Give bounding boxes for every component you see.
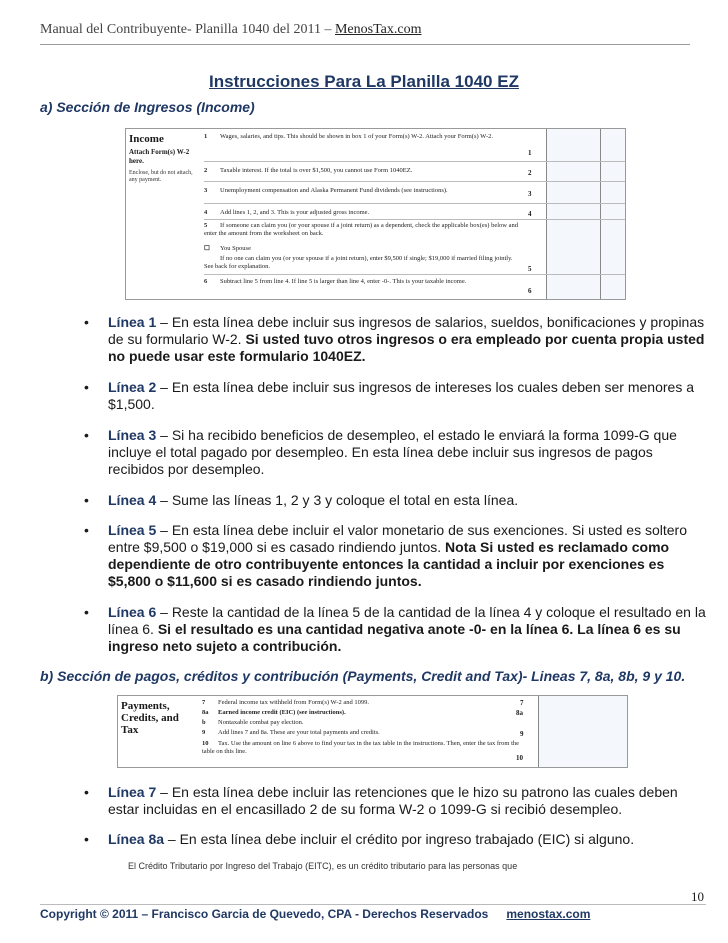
row-rule (204, 203, 625, 204)
row-rule (204, 219, 625, 220)
form-line: 3 Unemployment compensation and Alaska Permanent Fund dividends (see instructions). (204, 187, 448, 194)
payments-form-image (117, 695, 628, 768)
line-box-number: 4 (528, 210, 532, 218)
form-line: 8a Earned income credit (EIC) (see instructions). (202, 709, 346, 716)
form-section-title: Payments, Credits, and Tax (121, 700, 179, 736)
row-rule (204, 274, 625, 275)
list-item: • Línea 4 – Sume las líneas 1, 2 y 3 y coloque el total en esta línea. (84, 492, 519, 508)
list-item: • Línea 6 – Reste la cantidad de la línea 5 de la cantidad de la línea 4 y coloque el resultado en la línea 6. Si el resultado es una cantidad negativa anote -0- en la línea 6. La línea 6 es su ingreso neto sujeto a contribución. (84, 604, 706, 654)
footnote-text: El Crédito Tributario por Ingreso del Trabajo (EITC), es un crédito tributario para las personas que (128, 861, 518, 871)
amount-column (538, 696, 628, 767)
form-line: 10 Tax. Use the amount on line 6 above to find your tax in the tax table in the instructions. Then, enter the tax from the table on this line. (202, 740, 520, 755)
row-rule (204, 161, 625, 162)
line-box-number: 2 (528, 169, 532, 177)
header-link[interactable]: MenosTax.com (334, 22, 422, 37)
page-footer (40, 907, 590, 921)
line-box-number: 5 (528, 265, 532, 273)
form-line: 1 Wages, salaries, and tips. This should be shown in box 1 of your Form(s) W-2. Attach your Form(s) W-2. (204, 133, 493, 140)
form-side-panel (118, 696, 198, 767)
section-heading-income: a) Sección de Ingresos (Income) (40, 99, 255, 115)
form-section-title: Income (129, 133, 164, 145)
section-heading-payments: b) Sección de pagos, créditos y contribución (Payments, Credit and Tax)- Lineas 7, 8a, 8b, 9 y 10. (40, 668, 686, 684)
line-box-number: 6 (528, 287, 532, 295)
form-line: 2 Taxable interest. If the total is over $1,500, you cannot use Form 1040EZ. (204, 167, 413, 174)
form-line: 9 Add lines 7 and 8a. These are your total payments and credits. (202, 729, 380, 736)
form-line-checkboxes: ☐ You Spouse (204, 245, 251, 252)
line-box-number: 10 (516, 754, 523, 762)
running-header-text: Manual del Contribuyente- Planilla 1040 del 2011 – (40, 22, 335, 37)
footer-link[interactable]: menostax.com (506, 907, 591, 921)
form-line: 5 If someone can claim you (or your spouse if a joint return) as a dependent, check the applicable box(es) below and enter the amount from the worksheet on back. (204, 222, 518, 237)
page-title: Instrucciones Para La Planilla 1040 EZ (209, 72, 519, 91)
list-item: • Línea 3 – Si ha recibido beneficios de desempleo, el estado le enviará la forma 1099-G que incluye el total pagado por desempleo. En esta línea debe incluir sus ingresos de pagos recibidos por desempleo. (84, 427, 677, 477)
line-box-number: 3 (528, 190, 532, 198)
form-line: 7 Federal income tax withheld from Form(s) W-2 and 1099. (202, 699, 369, 706)
running-header (40, 22, 690, 45)
form-line: If no one can claim you (or your spouse if a joint return), enter $9,500 if single; $19,000 if married filing jointly. See back for explanation. (204, 255, 513, 270)
line-box-number: 9 (520, 730, 524, 738)
copyright-text: Copyright © 2011 – Francisco Garcia de Quevedo, CPA - Derechos Reservados (40, 907, 489, 921)
form-line: b Nontaxable combat pay election. (202, 719, 304, 726)
line-box-number: 7 (520, 699, 524, 707)
list-item: • Línea 2 – En esta línea debe incluir sus ingresos de intereses los cuales deben ser menores a $1,500. (84, 379, 695, 412)
list-item: • Línea 5 – En esta línea debe incluir el valor monetario de sus exenciones. Si usted es soltero entre $9,500 o $19,000 si es casado rindiendo juntos. Nota Si usted es reclamado como dependiente de otro contribuyente entonces la cantidad a incluir por exenciones es $5,800 o $11,600 si es casado rindiendo juntos. (84, 522, 687, 589)
form-side-panel (126, 129, 200, 299)
list-item: • Línea 1 – En esta línea debe incluir sus ingresos de salarios, sueldos, bonificaciones y propinas de su formulario W-2. Si usted tuvo otros ingresos o era empleado por cuenta propia usted no puede usar este formulario 1040EZ. (84, 314, 705, 364)
form-line: 4 Add lines 1, 2, and 3. This is your adjusted gross income. (204, 209, 370, 216)
form-line: 6 Subtract line 5 from line 4. If line 5 is larger than line 4, enter -0-. This is your taxable income. (204, 278, 467, 285)
list-item: • Línea 7 – En esta línea debe incluir las retenciones que le hizo su patrono las cuales deben estar incluidas en el encasillado 2 de su forma W-2 o 1099-G si recibió desempleo. (84, 784, 678, 817)
income-form-image (125, 128, 626, 300)
list-item: • Línea 8a – En esta línea debe incluir el crédito por ingreso trabajado (EIC) si alguno. (84, 831, 635, 847)
form-enclose-note: Enclose, but do not attach, any payment. (129, 170, 193, 183)
form-attach-note: Attach Form(s) W-2 here. (129, 148, 190, 165)
line-box-number: 8a (516, 709, 523, 717)
line-box-number: 1 (528, 149, 532, 157)
page-number: 10 (691, 889, 704, 904)
row-rule (204, 181, 625, 182)
footer-divider (40, 904, 706, 905)
